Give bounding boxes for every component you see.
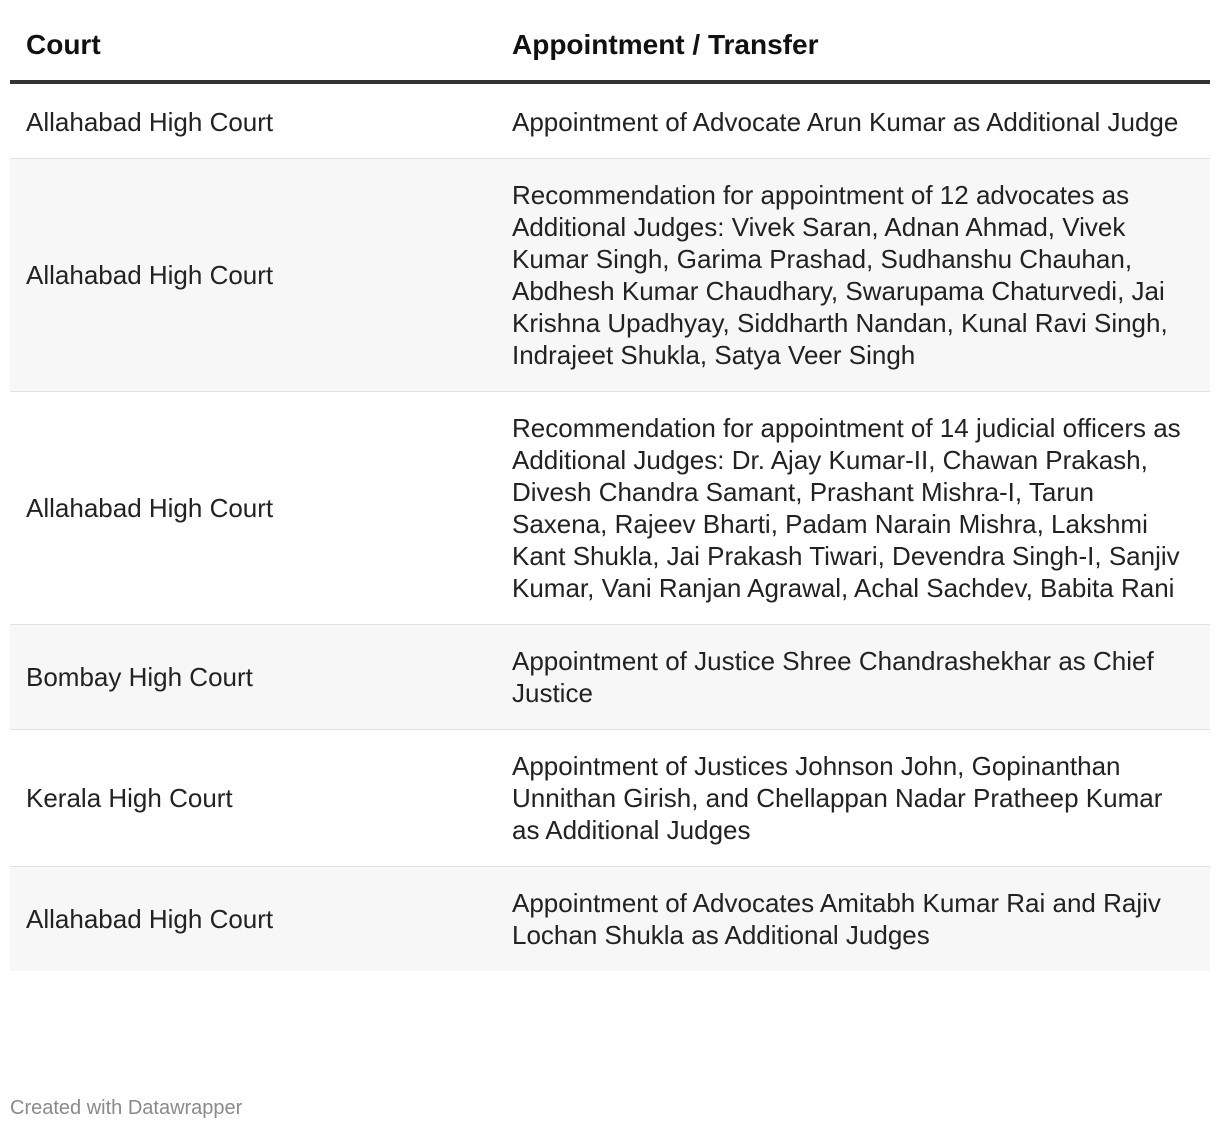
court-cell: Allahabad High Court [10,82,496,159]
appointment-cell: Appointment of Advocates Amitabh Kumar Rai and Rajiv Lochan Shukla as Additional Judges [496,867,1210,972]
court-cell: Allahabad High Court [10,159,496,392]
header-row [10,28,1210,82]
appointments-table-container [10,28,1210,971]
table-row [10,625,1210,730]
table-row [10,392,1210,625]
appointment-cell: Appointment of Justices Johnson John, Gopinanthan Unnithan Girish, and Chellappan Nadar Pratheep Kumar as Additional Judges [496,730,1210,867]
table-body [10,82,1210,971]
appointment-cell: Appointment of Advocate Arun Kumar as Additional Judge [496,82,1210,159]
appointment-cell: Recommendation for appointment of 12 advocates as Additional Judges: Vivek Saran, Adnan Ahmad, Vivek Kumar Singh, Garima Prashad, Sudhanshu Chauhan, Abdhesh Kumar Chaudhary, Swarupama Chaturvedi, Jai Krishna Upadhyay, Siddharth Nandan, Kunal Ravi Singh, Indrajeet Shukla, Satya Veer Singh [496,159,1210,392]
table-row [10,82,1210,159]
court-cell: Bombay High Court [10,625,496,730]
appointments-table [10,28,1210,971]
table-header [10,28,1210,82]
datawrapper-credit[interactable]: Created with Datawrapper [10,1097,243,1119]
court-cell: Kerala High Court [10,730,496,867]
table-row [10,730,1210,867]
court-cell: Allahabad High Court [10,867,496,972]
appointment-cell: Recommendation for appointment of 14 judicial officers as Additional Judges: Dr. Ajay Kumar-II, Chawan Prakash, Divesh Chandra Samant, Prashant Mishra-I, Tarun Saxena, Rajeev Bharti, Padam Narain Mishra, Lakshmi Kant Shukla, Jai Prakash Tiwari, Devendra Singh-I, Sanjiv Kumar, Vani Ranjan Agrawal, Achal Sachdev, Babita Rani [496,392,1210,625]
column-header-appointment[interactable]: Appointment / Transfer [496,28,1210,82]
table-row [10,159,1210,392]
appointment-cell: Appointment of Justice Shree Chandrashekhar as Chief Justice [496,625,1210,730]
table-row [10,867,1210,972]
court-cell: Allahabad High Court [10,392,496,625]
column-header-court[interactable]: Court [10,28,496,82]
